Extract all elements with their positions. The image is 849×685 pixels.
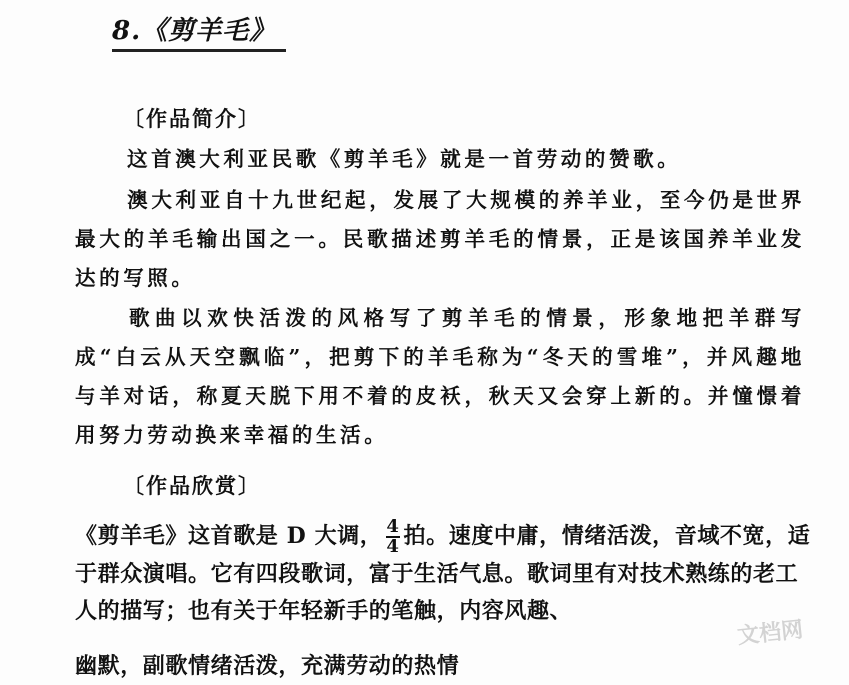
intro-paragraph-3 — [75, 299, 805, 455]
cut-off-line-text: 幽默，副歌情绪活泼，充满劳动的热情 — [75, 653, 460, 679]
intro-paragraph-1 — [75, 140, 805, 179]
page-title: 8.《剪羊毛》 — [112, 16, 277, 46]
intro-paragraph-3-text: 歌曲以欢快活泼的风格写了剪羊毛的情景，形象地把羊群写成“白云从天空飘临”，把剪下的羊毛称为“冬天的雪堆”，并风趣地与羊对话，称夏天脱下用不着的皮袄，秋天又会穿上新的。并憧憬着用努力劳动换来幸福的生活。 — [75, 306, 805, 447]
time-signature-numerator: 4 — [386, 516, 400, 537]
intro-paragraph-1-text: 这首澳大利亚民歌《剪羊毛》就是一首劳动的赞歌。 — [127, 147, 682, 171]
appreciation-text-start: 《剪羊毛》这首歌是 D 大调， — [75, 523, 383, 549]
time-signature-fraction — [386, 518, 399, 556]
title-underline — [112, 49, 286, 52]
appreciation-text-rest: 拍。速度中庸，情绪活泼，音域不宽，适于群众演唱。它有四段歌词，富于生活气息。歌词里有对技术熟练的老工人的描写；也有关于年轻新手的笔触，内容风趣、 — [75, 523, 811, 624]
section-heading-appreciation: 〔作品欣赏〕 — [123, 473, 261, 498]
intro-paragraph-2-text: 澳大利亚自十九世纪起，发展了大规模的养羊业，至今仍是世界最大的羊毛输出国之一。民歌描述剪羊毛的情景，正是该国养羊业发达的写照。 — [75, 188, 805, 290]
cut-off-line — [75, 648, 815, 679]
intro-paragraph-2 — [75, 181, 805, 298]
time-signature-denominator: 4 — [386, 536, 400, 557]
watermark-text: 文档网 — [736, 617, 805, 649]
section-heading-intro: 〔作品简介〕 — [123, 106, 261, 131]
